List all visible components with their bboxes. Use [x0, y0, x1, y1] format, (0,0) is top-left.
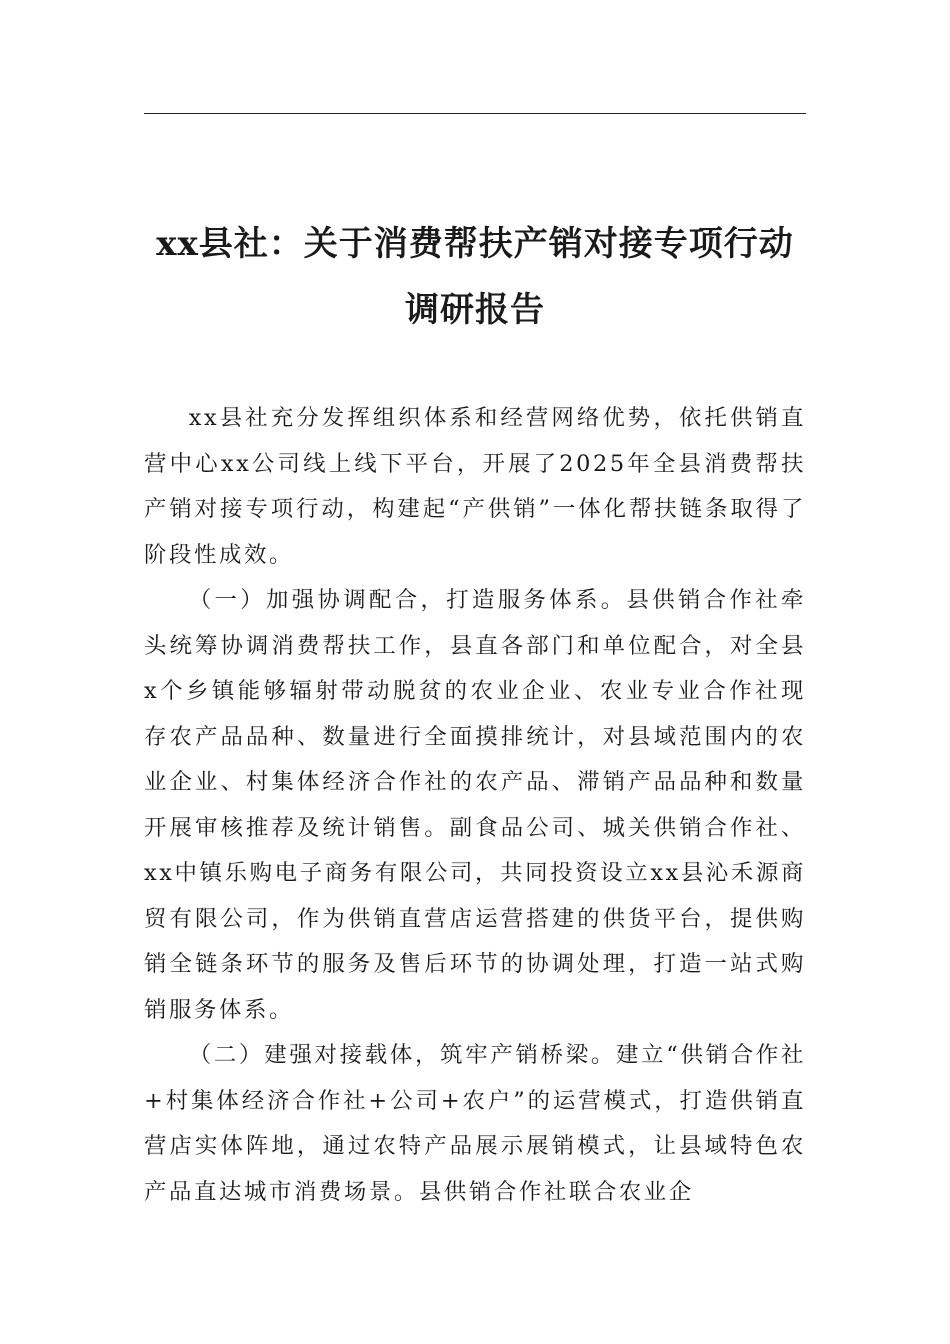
title-line-1: xx县社：关于消费帮扶产销对接专项行动 [156, 223, 794, 264]
paragraph-section-2: （二）建强对接载体，筑牢产销桥梁。建立“供销合作社+村集体经济合作社+公司+农户”的运营模式，打造供销直营店实体阵地，通过农特产品展示展销模式，让县域特色农产品直达城市消费场景。县供销合作社联合农业企 [144, 1042, 806, 1205]
title-line-2: 调研报告 [405, 289, 545, 330]
document-title [144, 211, 806, 343]
header-divider [144, 113, 806, 114]
paragraph-intro: xx县社充分发挥组织体系和经营网络优势，依托供销直营中心xx公司线上线下平台，开展了2025年全县消费帮扶产销对接专项行动，构建起“产供销”一体化帮扶链条取得了阶段性成效。 [144, 405, 806, 568]
paragraph-section-1: （一）加强协调配合，打造服务体系。县供销合作社牵头统筹协调消费帮扶工作，县直各部门和单位配合，对全县x个乡镇能够辐射带动脱贫的农业企业、农业专业合作社现存农产品品种、数量进行全面摸排统计，对县域范围内的农业企业、村集体经济合作社的农产品、滞销产品品种和数量开展审核推荐及统计销售。副食品公司、城关供销合作社、xx中镇乐购电子商务有限公司，共同投资设立xx县沁禾源商贸有限公司，作为供销直营店运营搭建的供货平台，提供购销全链条环节的服务及售后环节的协调处理，打造一站式购销服务体系。 [144, 587, 806, 1023]
document-body [144, 396, 806, 1215]
